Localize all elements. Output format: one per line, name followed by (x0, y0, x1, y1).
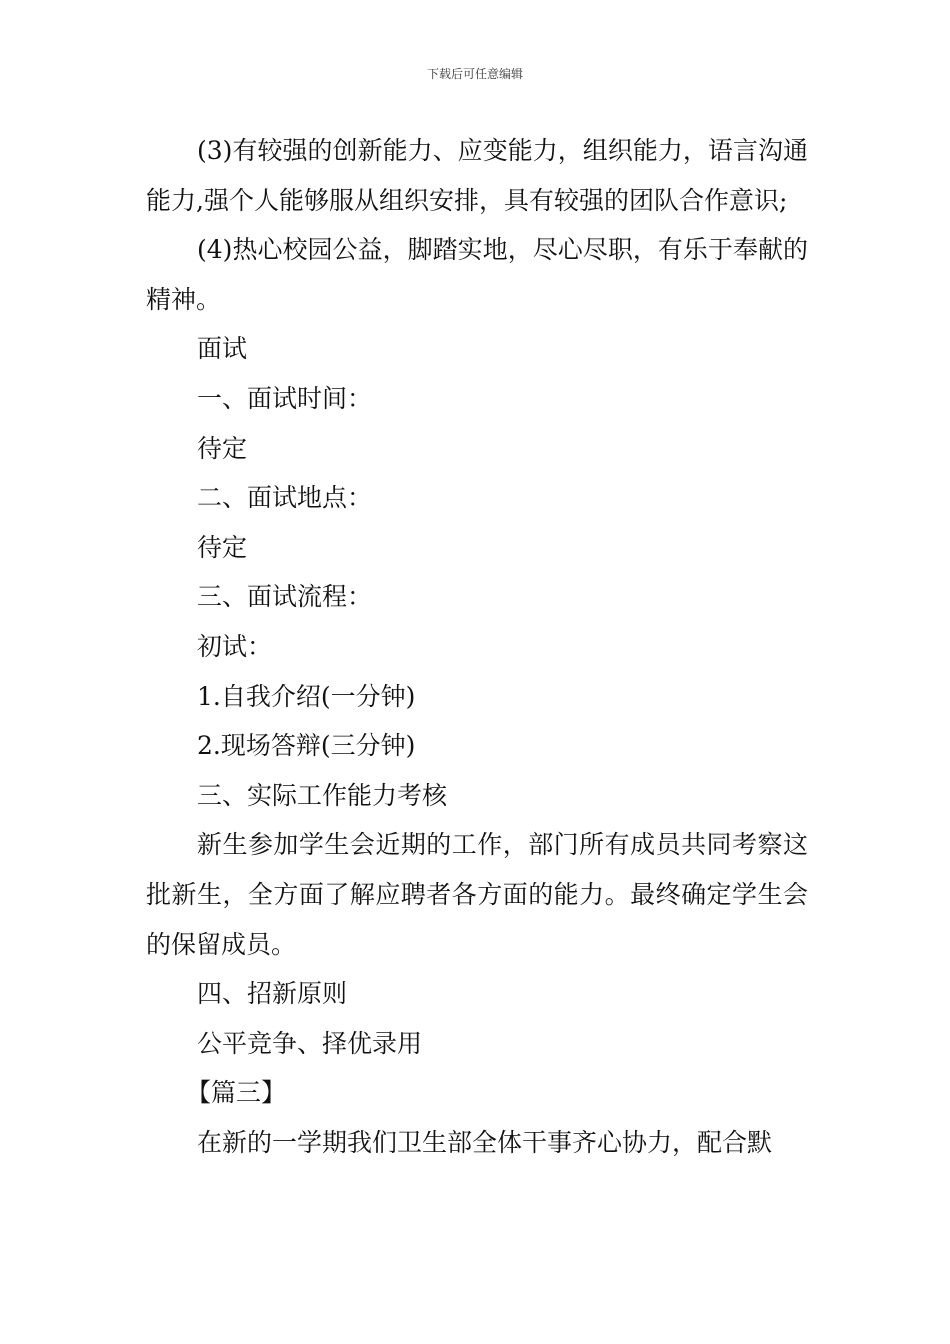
subheading-interview-location: 二、面试地点： (197, 483, 373, 513)
subheading-interview-time: 一、面试时间： (197, 383, 373, 413)
recruit-principle-value: 公平竞争、择优录用 (197, 1028, 423, 1058)
section-heading-interview: 面试 (197, 334, 248, 364)
section-heading-part-three: 【篇三】 (186, 1078, 287, 1108)
first-round-label: 初试： (197, 631, 273, 661)
subheading-work-assessment: 三、实际工作能力考核 (197, 780, 448, 810)
page-header: 下载后可任意编辑 (426, 67, 523, 81)
subheading-interview-process: 三、面试流程： (197, 582, 373, 612)
paragraph-work-assessment: 新生参加学生会近期的工作，部门所有成员共同考察这批新生，全方面了解应聘者各方面的能力。最终确定学生会的保留成员。 (146, 830, 808, 959)
paragraph-part-three-intro: 在新的一学期我们卫生部全体干事齐心协力，配合默 (197, 1127, 773, 1157)
interview-location-value: 待定 (197, 532, 248, 562)
process-step-1: 1.自我介绍(一分钟) (197, 681, 416, 711)
paragraph-requirement-4: (4)热心校园公益，脚踏实地，尽心尽职，有乐于奉献的精神。 (146, 235, 808, 314)
subheading-recruit-principle: 四、招新原则 (197, 979, 348, 1009)
document-body (146, 126, 808, 1167)
process-step-2: 2.现场答辩(三分钟) (197, 731, 416, 761)
paragraph-requirement-3: (3)有较强的创新能力、应变能力，组织能力，语言沟通能力,强个人能够服从组织安排，具有较强的团队合作意识; (146, 136, 808, 215)
interview-time-value: 待定 (197, 433, 248, 463)
